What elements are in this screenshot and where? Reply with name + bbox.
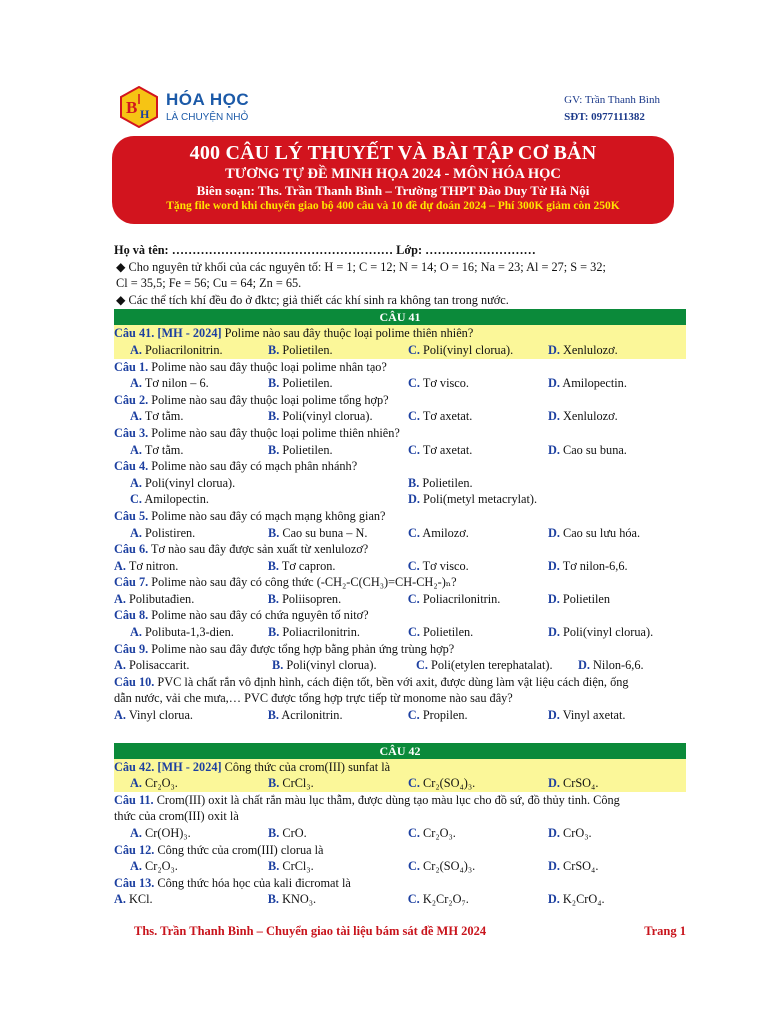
question-10: Câu 10. PVC là chất rắn vô định hình, cách điện tốt, bền với axit, được dùng làm vật liệu cách điện, ống dẫn nước, vải che mưa,… PVC được tổng hợp trực tiếp từ monome nào sau đây? A. Vinyl clorua. B. Acrilonitrin. C. Propilen. D. Vinyl axetat. [114, 674, 629, 723]
question-3: Câu 3. Polime nào sau đây thuộc loại polime thiên nhiên? A. Tơ tằm. B. Polietilen. C. Tơ axetat. D. Cao su buna. [114, 425, 627, 457]
page-footer [134, 924, 686, 939]
brand-logo [118, 86, 278, 130]
section-bar-42: CÂU 42 [114, 743, 686, 759]
option-a: Poli(vinyl clorua). [145, 475, 236, 490]
option-d: Cao su buna. [563, 442, 627, 457]
option-c: Poliacrilonitrin. [422, 591, 501, 606]
banner-author: Biên soạn: Ths. Trần Thanh Bình – Trường THPT Đào Duy Từ Hà Nội [196, 183, 590, 198]
option-a: Cr₂O₃. [145, 859, 178, 874]
option-b: Polietilen. [422, 475, 473, 490]
teacher-name: GV: Trần Thanh Bình [564, 94, 660, 106]
option-a: Polisaccarit. [129, 658, 190, 673]
option-a: KCl. [129, 892, 153, 907]
logo-letter-b: B [126, 98, 138, 117]
atomic-mass-line-2: Cl = 35,5; Fe = 56; Cu = 64; Zn = 65. [116, 276, 302, 291]
option-b: Polietilen. [282, 442, 333, 457]
option-c: Polietilen. [423, 625, 474, 640]
option-d: Xenlulozơ. [563, 409, 618, 424]
option-c: Cr₂O₃. [423, 826, 456, 840]
option-b: Poliisopren. [282, 591, 342, 606]
option-b: Acrilonitrin. [281, 708, 343, 723]
question-11: Câu 11. Crom(III) oxit là chất rắn màu lục thẫm, được dùng tạo màu lục cho đồ sứ, đồ thủy tinh. Công thức của crom(III) oxit là A. Cr(OH)₃. B. CrO. C. Cr₂O₃. D. CrO₃. [114, 792, 620, 840]
student-name-line: Họ và tên: ……………………………………………… Lớp: ……………………… [114, 243, 536, 257]
option-c: Amilopectin. [144, 492, 209, 507]
option-d: Poli(metyl metacrylat). [423, 492, 538, 507]
option-b: CrCl₃. [282, 776, 314, 791]
hexagon-logo-icon [118, 86, 160, 128]
option-a: Vinyl clorua. [128, 708, 193, 723]
option-c: Tơ axetat. [422, 442, 473, 457]
banner-subtitle: TƯƠNG TỰ ĐỀ MINH HỌA 2024 - MÔN HÓA HỌC [225, 166, 561, 182]
logo-subtitle: LÀ CHUYỆN NHỎ [166, 112, 249, 123]
option-d: Vinyl axetat. [562, 708, 626, 723]
option-b: Polietilen. [282, 376, 333, 391]
banner-title: 400 CÂU LÝ THUYẾT VÀ BÀI TẬP CƠ BẢN [189, 142, 597, 164]
option-d: CrSO₄. [563, 859, 599, 874]
teacher-info [564, 92, 660, 126]
question-4: Câu 4. Polime nào sau đây có mạch phân nhánh? A. Poli(vinyl clorua). B. Polietilen. C. Amilopectin. D. Poli(metyl metacrylat). [114, 459, 538, 507]
footer-text: Ths. Trần Thanh Bình – Chuyển giao tài liệu bám sát đề MH 2024 [134, 924, 487, 938]
option-c: Poli(etylen terephatalat). [431, 658, 553, 673]
option-a: Tơ tằm. [144, 409, 184, 424]
option-b: Poli(vinyl clorua). [282, 409, 373, 424]
option-a: Tơ tằm. [144, 442, 184, 457]
option-c: Tơ axetat. [422, 409, 473, 424]
option-a: Tơ nitron. [128, 558, 179, 573]
banner-promo: Tặng file word khi chuyển giao bộ 400 câu và 10 đề dự đoán 2024 – Phí 300K giảm còn 250K [166, 200, 620, 212]
question-2: Câu 2. Polime nào sau đây thuộc loại polime tổng hợp? A. Tơ tằm. B. Poli(vinyl clorua). C. Tơ axetat. D. Xenlulozơ. [114, 392, 618, 424]
option-b: Poliacrilonitrin. [282, 625, 360, 640]
section-bar-41: CÂU 41 [114, 309, 686, 325]
question-6: Câu 6. Tơ nào sau đây được sản xuất từ xenlulozơ? A. Tơ nitron. B. Tơ capron. C. Tơ visco. D. Tơ nilon-6,6. [114, 542, 628, 573]
option-c: K₂Cr₂O₇. [422, 892, 469, 907]
question-41: Câu 41. [MH - 2024] Polime nào sau đây thuộc loại polime thiên nhiên? A. Poliacrilonitrin. B. Polietilen. C. Poli(vinyl clorua). D. Xenlulozơ. [114, 325, 686, 358]
option-a: Cr(OH)₃. [145, 826, 191, 840]
option-a: Poliacrilonitrin. [145, 342, 223, 357]
gas-conditions-line: ◆ Các thể tích khí đều đo ở đktc; giả thiết các khí sinh ra không tan trong nước. [116, 292, 509, 307]
question-1: Câu 1. Polime nào sau đây thuộc loại polime nhân tạo? A. Tơ nilon – 6. B. Polietilen. C. Tơ visco. D. Amilopectin. [114, 359, 627, 391]
option-c: Amilozơ. [422, 525, 469, 540]
question-number: Câu 41. [MH - 2024] [114, 326, 222, 341]
option-c: Cr₂(SO₄)₃. [423, 859, 476, 874]
option-b: Cao su buna – N. [282, 525, 368, 540]
option-a: Polibuta-1,3-dien. [145, 625, 234, 640]
logo-title: HÓA HỌC [166, 90, 250, 109]
option-c: Tơ visco. [422, 558, 469, 573]
option-a: Tơ nilon – 6. [144, 376, 209, 391]
question-12: Câu 12. Công thức của crom(III) clorua là A. Cr₂O₃. B. CrCl₃. C. Cr₂(SO₄)₃. D. CrSO₄. [114, 842, 599, 874]
question-9: Câu 9. Polime nào sau đây được tổng hợp bằng phản ứng trùng hợp? A. Polisaccarit. B. Poli(vinyl clorua). C. Poli(etylen terephatalat). D. Nilon-6,6. [114, 641, 644, 673]
teacher-phone: SĐT: 0977111382 [564, 111, 645, 123]
option-d: CrO₃. [563, 826, 592, 840]
option-d: Xenlulozơ. [563, 342, 618, 357]
option-d: CrSO₄. [563, 776, 599, 791]
logo-letter-h: H [140, 107, 150, 121]
question-7: Câu 7. Polime nào sau đây có công thức (-CH₂-C(CH₃)=CH-CH₂-)ₙ? A. Polibutađien. B. Poliisopren. C. Poliacrilonitrin. D. Polietilen [114, 575, 611, 606]
option-a: Polibutađien. [129, 591, 195, 606]
option-c: Poli(vinyl clorua). [423, 342, 514, 357]
option-a: Polistiren. [145, 525, 196, 540]
atomic-mass-line-1: ◆ Cho nguyên tử khối của các nguyên tố: H = 1; C = 12; N = 14; O = 16; Na = 23; Al = 27; S = 32; [116, 259, 606, 274]
option-b: KNO₃. [282, 892, 317, 907]
option-b: Poli(vinyl clorua). [286, 658, 377, 673]
title-banner [112, 136, 674, 224]
option-d: Cao su lưu hóa. [563, 525, 641, 540]
question-8: Câu 8. Polime nào sau đây có chứa nguyên tố nitơ? A. Polibuta-1,3-dien. B. Poliacrilonitrin. C. Polietilen. D. Poli(vinyl clorua). [114, 608, 654, 640]
option-d: Poli(vinyl clorua). [563, 625, 654, 640]
option-c: Propilen. [422, 708, 468, 723]
option-c: Cr₂(SO₄)₃. [423, 776, 476, 791]
worksheet-content [114, 242, 686, 908]
question-13: Câu 13. Công thức hóa học của kali đicromat là A. KCl. B. KNO₃. C. K₂Cr₂O₇. D. K₂CrO₄. [114, 875, 605, 907]
option-a: Cr₂O₃. [145, 776, 178, 791]
option-d: Polietilen [562, 591, 611, 606]
option-d: K₂CrO₄. [562, 892, 605, 907]
question-42: Câu 42. [MH - 2024] Công thức của crom(III) sunfat là A. Cr₂O₃. B. CrCl₃. C. Cr₂(SO₄)₃. D. CrSO₄. [114, 759, 686, 792]
option-b: CrCl₃. [282, 859, 314, 874]
option-b: CrO. [282, 826, 307, 840]
option-b: Tơ capron. [281, 558, 336, 573]
page-number: Trang 1 [644, 924, 686, 938]
option-d: Nilon-6,6. [593, 658, 644, 673]
question-text: Polime nào sau đây thuộc loại polime thiên nhiên? [221, 326, 474, 341]
option-d: Amilopectin. [562, 376, 627, 391]
option-d: Tơ nilon-6,6. [562, 558, 628, 573]
option-c: Tơ visco. [422, 376, 469, 391]
option-b: Polietilen. [282, 342, 333, 357]
question-5: Câu 5. Polime nào sau đây có mạch mạng không gian? A. Polistiren. B. Cao su buna – N. C. Amilozơ. D. Cao su lưu hóa. [114, 508, 641, 540]
